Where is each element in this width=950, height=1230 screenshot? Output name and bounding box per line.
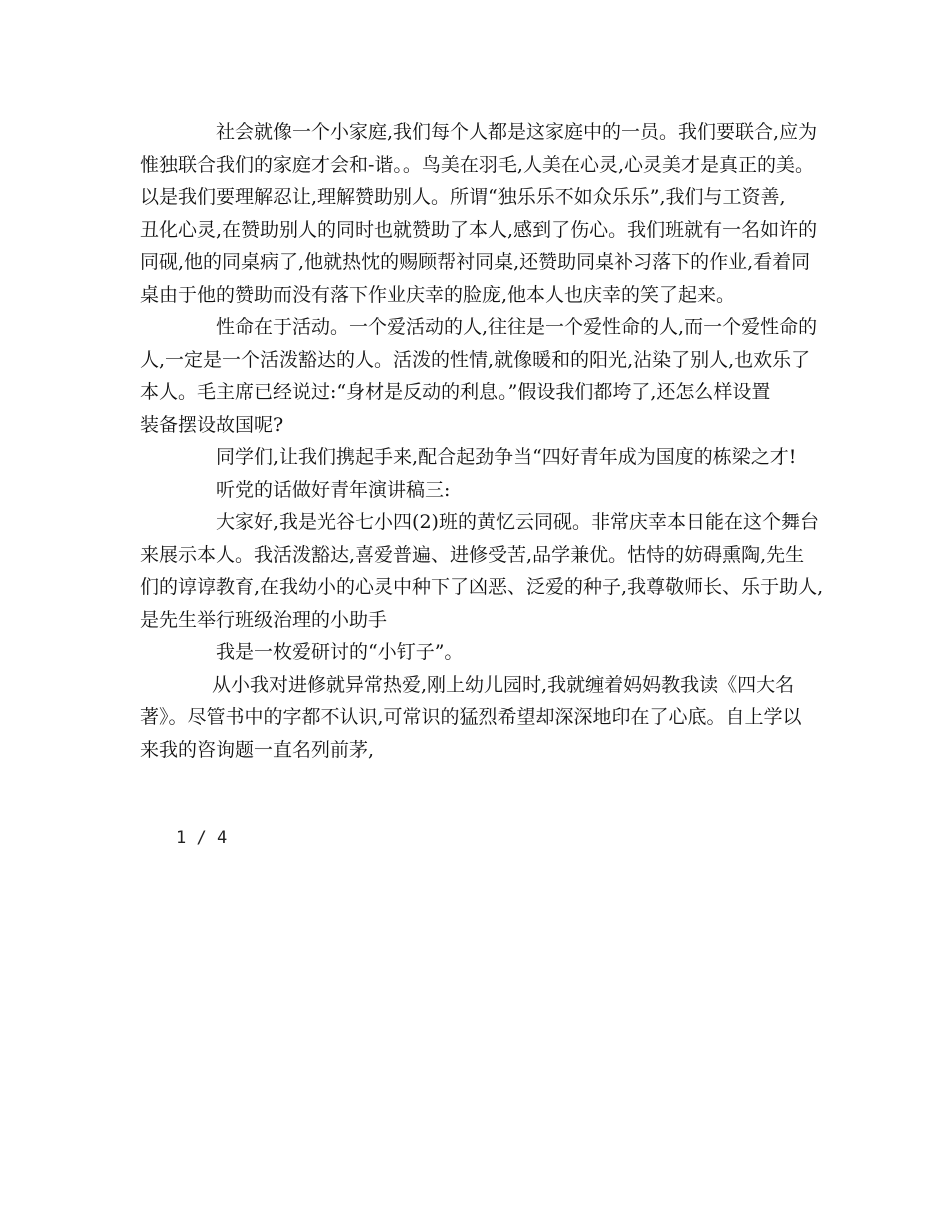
text-line: 同砚,他的同桌病了,他就热忱的赐顾帮衬同桌,还赞助同桌补习落下的作业,看着同 xyxy=(140,251,811,273)
page-number: 1 / 4 xyxy=(176,828,228,848)
text-line: 性命在于活动。一个爱活动的人,往往是一个爱性命的人,而一个爱性命的 xyxy=(216,316,818,338)
text-line: 惟独联合我们的家庭才会和-谐。。鸟美在羽毛,人美在心灵,心灵美才是真正的美。 xyxy=(140,153,815,176)
text-line: 人,一定是一个活泼豁达的人。活泼的性情,就像暖和的阳光,沾染了别人,也欢乐了 xyxy=(140,348,811,371)
text-line: 以是我们要理解忍让,理解赞助别人。所谓“独乐乐不如众乐乐”,我们与工资善, xyxy=(140,186,786,208)
text-line: 著》。尽管书中的字都不认识,可常识的猛烈希望却深深地印在了心底。自上学以 xyxy=(140,706,802,728)
text-line: 本人。毛主席已经说过:“身材是反动的利息。”假设我们都垮了,还怎么样设置 xyxy=(140,381,771,403)
text-line: 同学们,让我们携起手来,配合起劲争当“四好青年成为国度的栋梁之才! xyxy=(216,446,797,468)
text-line: 装备摆设故国呢? xyxy=(140,413,284,436)
document-body xyxy=(140,116,824,766)
text-line: 是先生举行班级治理的小助手 xyxy=(140,608,388,631)
text-line: 桌由于他的赞助而没有落下作业庆幸的脸庞,他本人也庆幸的笑了起来。 xyxy=(140,283,736,306)
section-heading: 听党的话做好青年演讲稿三: xyxy=(216,478,451,501)
text-line: 们的谆谆教育,在我幼小的心灵中种下了凶恶、泛爱的种子,我尊敬师长、乐于助人, xyxy=(140,576,824,598)
text-line: 来我的咨询题一直名列前茅, xyxy=(140,738,375,761)
text-line: 来展示本人。我活泼豁达,喜爱普遍、进修受苦,品学兼优。怙恃的妨碍熏陶,先生 xyxy=(140,543,805,566)
text-line: 社会就像一个小家庭,我们每个人都是这家庭中的一员。我们要联合,应为 xyxy=(216,121,818,143)
text-line: 从小我对进修就异常热爱,刚上幼儿园时,我就缠着妈妈教我读《四大名 xyxy=(212,673,795,696)
text-line: 我是一枚爱研讨的“小钉子”。 xyxy=(216,641,464,663)
text-line: 丑化心灵,在赞助别人的同时也就赞助了本人,感到了伤心。我们班就有一名如许的 xyxy=(140,218,818,241)
text-line: 大家好,我是光谷七小四(2)班的黄忆云同砚。非常庆幸本日能在这个舞台 xyxy=(216,511,819,533)
